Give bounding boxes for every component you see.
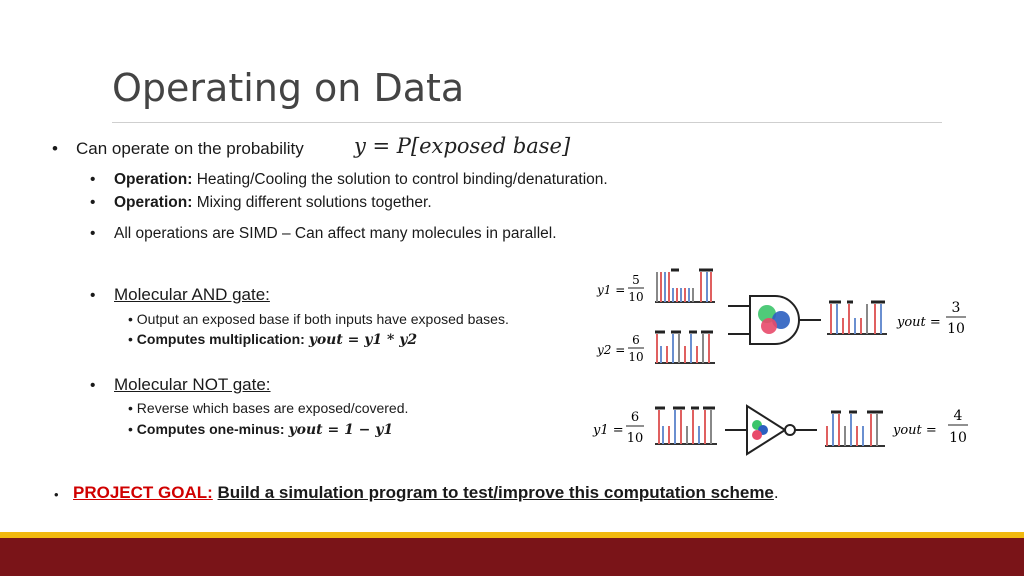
operation-text: Heating/Cooling the solution to control binding/denaturation. <box>196 171 608 188</box>
operation-label: Operation: <box>114 194 193 211</box>
and-input-1-label <box>596 273 644 304</box>
and-gate-symbol <box>728 296 821 344</box>
svg-text:10: 10 <box>947 321 965 337</box>
bullet-dot: • <box>54 487 59 502</box>
gate-diagram <box>585 262 985 462</box>
bullet-operation-mixing <box>114 194 432 212</box>
bullet-dot: • <box>90 194 96 211</box>
svg-text:y1 =: y1 = <box>593 423 624 438</box>
and-input-1-strands <box>655 270 715 302</box>
bullet-dot: • <box>90 287 96 304</box>
svg-text:5: 5 <box>632 273 640 287</box>
svg-text:10: 10 <box>628 290 644 304</box>
svg-text:y2 =: y2 = <box>597 343 626 357</box>
and-input-2-strands <box>655 332 715 363</box>
not-output-label <box>892 408 968 446</box>
bullet-dot: • <box>90 171 96 188</box>
bullet-simd: All operations are SIMD – Can affect many molecules in parallel. <box>114 225 557 242</box>
project-goal-text: Build a simulation program to test/improve this computation scheme <box>217 483 774 502</box>
operation-label: Operation: <box>114 171 193 188</box>
not-formula: yout = 1 − y1 <box>288 422 394 438</box>
svg-text:yout =: yout = <box>897 315 941 330</box>
and-output-label <box>896 300 966 337</box>
svg-text:10: 10 <box>949 430 967 446</box>
svg-text:4: 4 <box>953 408 963 424</box>
svg-text:yout =: yout = <box>893 423 937 438</box>
slide-title: Operating on Data <box>112 66 465 110</box>
bullet-dot: • <box>90 225 96 242</box>
and-formula: yout = y1 * y2 <box>308 332 418 348</box>
not-gate-heading: Molecular NOT gate: <box>114 375 271 394</box>
bullet-dot: • <box>52 139 58 158</box>
svg-text:10: 10 <box>628 350 644 364</box>
svg-text:y1 =: y1 = <box>597 283 626 297</box>
bullet-dot: • <box>90 377 96 394</box>
and-input-2-label <box>596 333 644 364</box>
not-input-label <box>592 410 644 446</box>
project-goal-label: PROJECT GOAL: <box>73 483 213 502</box>
not-gate-sub-1: • Reverse which bases are exposed/covered. <box>128 400 409 416</box>
operation-text: Mixing different solutions together. <box>196 194 432 211</box>
and-gate-sub-2: • Computes multiplication: yout = y1 * y2 <box>128 331 418 348</box>
not-gate-sub-2: • Computes one-minus: yout = 1 − y1 <box>128 421 394 438</box>
svg-text:10: 10 <box>626 431 644 446</box>
footer-bar <box>0 538 1024 576</box>
bullet-probability: Can operate on the probability <box>76 139 304 158</box>
project-goal: PROJECT GOAL: Build a simulation program to test/improve this computation scheme. <box>73 483 779 502</box>
and-gate-heading: Molecular AND gate: <box>114 285 270 304</box>
and-output-strands <box>827 302 887 334</box>
svg-text:6: 6 <box>632 333 640 347</box>
svg-text:6: 6 <box>630 410 640 425</box>
not-gate-symbol <box>725 406 817 454</box>
svg-text:3: 3 <box>951 300 961 316</box>
bullet-operation-heating <box>114 171 608 189</box>
not-output-strands <box>825 412 885 446</box>
formula-probability: y = P[exposed base] <box>354 134 571 158</box>
title-divider <box>112 122 942 123</box>
and-gate-sub-1: • Output an exposed base if both inputs have exposed bases. <box>128 311 509 327</box>
not-input-strands <box>655 408 717 444</box>
